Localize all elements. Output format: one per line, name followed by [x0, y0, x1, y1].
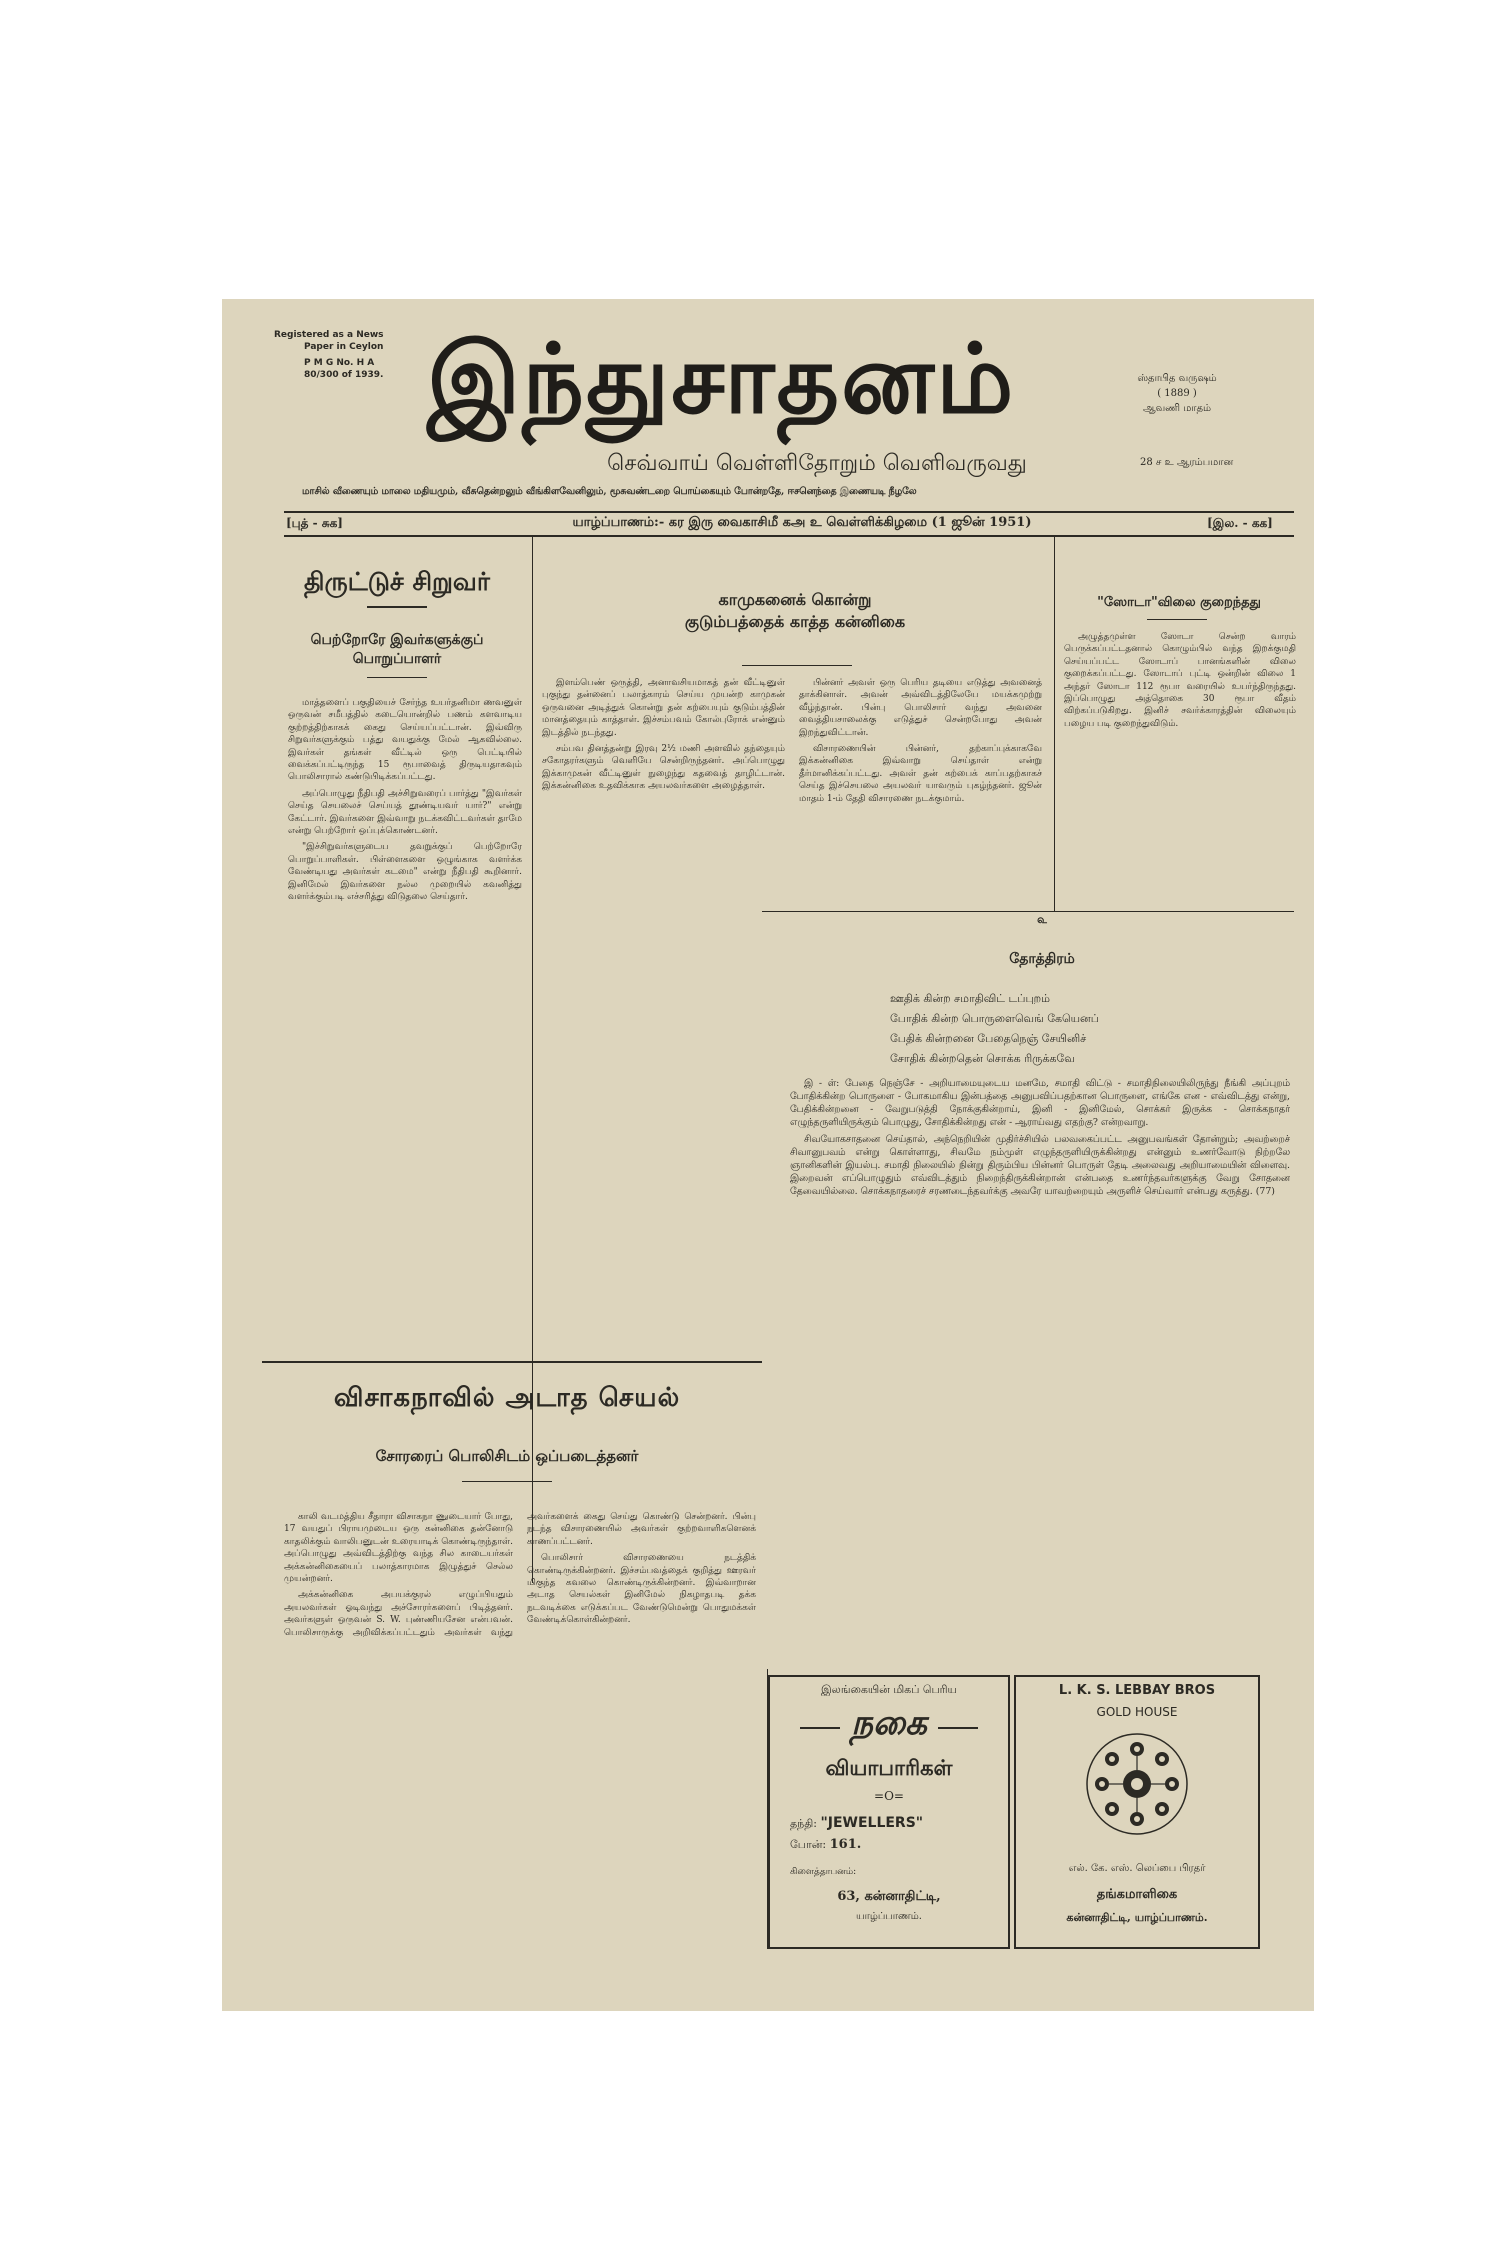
column-rule [1054, 537, 1055, 911]
article-body [288, 697, 522, 1359]
issue-number: [இல. - கக] [1207, 516, 1273, 530]
hymn-verse [890, 989, 1270, 1069]
ad-line: இலங்கையின் மிகப் பெரிய [820, 1683, 957, 1696]
hymn-title: தோத்திரம் [1009, 951, 1075, 967]
title-separator [1147, 619, 1207, 620]
article-subtitle: சோரரைப் பொலிசிடம் ஒப்படைத்தனர் [375, 1447, 639, 1465]
telegram-label: தந்தி: [790, 1817, 817, 1830]
article-title-line: காமுகனைக் கொன்று [718, 590, 872, 609]
column-rule [532, 537, 533, 1583]
registration-block [274, 329, 409, 381]
commentary-paragraph: இ - ள்: பேதை நெஞ்சே - அறியாமையுடைய மனமே, சமாதி விட்டு - சமாதிநிலையிலிருந்து நீங்கி அப்புறம் போதிக்கின்ற பொருளை - போகமாகிய இன்பத்தை அனுபவிப்பதற்கான பொருளை, எங்கே என - எவ்விடத்து என்று, பேதிக்கின்றனை - வேறுபடுத்தி நோக்குகின்றாய், இனி - இனிமேல், சொக்கர் இருக்க - சொக்கநாதர் எழுந்தருளியிருக்கும் பொழுது, சோதிக்கின்றது என் - ஆராய்வது எதற்கு? என்றவாறு. [790, 1078, 1290, 1128]
established-block [1122, 371, 1232, 416]
newspaper-page [222, 299, 1314, 2011]
ad-line: எல். கே. எஸ். லெப்பை பிரதர் [1068, 1863, 1206, 1874]
ad-dash [938, 1727, 978, 1729]
ad-address: யாழ்ப்பாணம். [856, 1911, 922, 1922]
established-line: ( 1889 ) [1157, 388, 1197, 399]
title-separator [742, 665, 852, 666]
hymn-line: ஊதிக் கின்ற சமாதிவிட் டப்புறம் [890, 992, 1050, 1005]
section-rule [262, 1361, 762, 1363]
phone-label: போன்: [790, 1838, 827, 1851]
newspaper-title: இந்துசாதனம் [427, 323, 1016, 435]
title-separator [367, 677, 427, 678]
hymn-commentary [790, 1077, 1290, 1667]
issue-date-line: யாழ்ப்பாணம்:- கர இரு வைகாசிமீ கஅ உ வெள்ளிக்கிழமை (1 ஜூன் 1951) [572, 515, 1032, 530]
commentary-paragraph: சிவயோகசாதனை செய்தால், அந்நெறியின் முதிர்ச்சியில் பலவகைப்பட்ட அனுபவங்கள் தோன்றும்; அவற்றைச் சிவானுபவம் என்று கொள்ளாது, சிவமே நம்முள் எழுந்தருளியிருக்கின்றது என்னும் உணர்வோடு நிற்றலே ஞானிகளின் இயல்பு. சமாதி நிலையில் நின்று திரும்பிய பின்னர் பொருள் தேடி அலைவது அறியாமையின் விளைவு. இறைவன் எப்பொழுதும் எவ்விடத்தும் நிறைந்திருக்கின்றான் என்பதை உணர்ந்தவர்களுக்கு வேறு சோதனை தேவையில்லை. சொக்கநாதரைச் சரணடைந்தவர்க்கு அவரே யாவற்றையும் அருளிச் செய்வார் என்பது கருத்து. (77) [790, 1134, 1290, 1197]
ad-headline: நகை [851, 1703, 927, 1743]
article-title [540, 589, 1050, 633]
telegram-value: "JEWELLERS" [820, 1815, 924, 1831]
ad-line: L. K. S. LEBBAY BROS [1058, 1683, 1216, 1698]
ad-address: 63, கன்னாதிட்டி, [837, 1889, 941, 1904]
phone-value: 161. [829, 1837, 862, 1852]
issue-bar-bottom-rule [284, 535, 1294, 537]
article-paragraph: இளம்பெண் ஒருத்தி, அனாவசியமாகத் தன் வீட்டினுள் புகுந்து தன்னைப் பலாத்காரம் செய்ய முயன்ற காமுகன் ஒருவனை அடித்துக் கொன்று தன் கற்பையும் குடும்பத்தின் மானத்தையும் காத்தாள். இச்சம்பவம் கோல்புரோக் என்னும் இடத்தில் நடந்தது. [542, 678, 785, 738]
ad-telegram [790, 1815, 923, 1832]
registration-line: 80/300 of 1939. [304, 370, 384, 380]
issue-volume: [புத் - சுக] [286, 516, 343, 530]
article-paragraph: பின்னர் அவள் ஒரு பெரிய தடியை எடுத்து அவனைத் தாக்கினாள். அவன் அவ்விடத்திலேயே மயக்கமுற்று வீழ்ந்தான். பின்பு பொலிசார் வந்து அவனை வைத்தியசாலைக்கு எடுத்துச் சென்றபோது அவன் இறந்துவிட்டான். [799, 678, 1042, 738]
hymn-line: போதிக் கின்ற பொருளைவெங் கேயெனப் [890, 1012, 1099, 1025]
established-line: ஆவணி மாதம் [1142, 403, 1212, 414]
article-paragraph: விசாரணையின் பின்னர், தற்காப்புக்காகவே இக்கன்னிகை இவ்வாறு செய்தாள் என்று தீர்மானிக்கப்பட்டது. அவள் தன் கற்பைக் காப்பதற்காகச் செய்த இச்செயலை அயலவர் யாவரும் புகழ்ந்தனர். ஜூன் மாதம் 1-ம் தேதி விசாரணை நடக்குமாம். [799, 744, 1042, 804]
article-paragraph: அப்பொழுது நீதிபதி அச்சிறுவரைப் பார்த்து "இவர்கள் செய்த செயலைச் செய்யத் தூண்டியவர் யார்?" என்று கேட்டார். இவர்களை இவ்வாறு நடக்கவிட்டவர்கள் தாமே என்று பெற்றோர் ஒப்புக்கொண்டனர். [288, 788, 522, 837]
issue-bar-top-rule [284, 511, 1294, 513]
article-title: திருட்டுச் சிறுவர் [304, 567, 490, 596]
publication-note: செவ்வாய் வெள்ளிதோறும் வெளிவருவது [607, 451, 1027, 476]
gold-house-advertisement [1014, 1675, 1260, 1949]
masthead-verse: மாசில் வீணையும் மாலை மதியமும், வீசுதென்றலும் வீங்கிளவேனிலும், மூசுவண்டறை பொய்கையும் போன்றதே, ஈசனெந்தை இணையடி நீழலே [302, 486, 917, 497]
ad-address: கன்னாதிட்டி, யாழ்ப்பாணம். [1066, 1911, 1208, 1924]
established-line: ஸ்தாபித வருஷம் [1137, 373, 1217, 384]
article-paragraph: "இச்சிறுவர்களுடைய தவறுக்குப் பெற்றோரே பொறுப்பாளிகள். பிள்ளைகளை ஒழுங்காக வளர்க்க வேண்டியது அவர்கள் கடமை" என்று நீதிபதி கூறினார். இனிமேல் இவர்களை நல்ல முறையில் கவனித்து வளர்க்கும்படி எச்சரித்து விடுதலை செய்தார். [288, 842, 522, 903]
registration-line: P M G No. H A [304, 358, 375, 368]
title-separator [462, 1481, 552, 1482]
hymn-line: பேதிக் கின்றனை பேதைநெஞ் சேயினிச் [890, 1032, 1087, 1045]
article-paragraph: அழுத்தமுள்ள ஸோடா சென்ற வாரம் பெருக்கப்பட்டதனால் கொழும்பில் வந்த இறக்குமதி செய்யப்பட்ட ஸோடாப் பானங்களின் விலை குறைக்கப்பட்டது. ஸோடாப் புட்டி ஒன்றின் விலை 1 அந்தர் ஸோடா 112 ரூபா வரையில் உயர்ந்திருந்தது. இப்பொழுது அத்தொகை 30 ரூபா வீதம் விற்கப்படுகிறது. இனிச் சவர்க்காரத்தின் விலையும் பழைய படி குறைந்துவிடும். [1064, 632, 1296, 729]
article-paragraph: காலி வடமத்திய சீதாரா விசாகநா ணுடையார் போது, 17 வயதுப் பிராயமுடைய ஒரு கன்னிகை தன்னோடு காதலிக்கும் வாலிபனுடன் உரையாடிக் கொண்டிருந்தாள். அப்பொழுது அவ்விடத்திற்கு வந்த சில காடையர்கள் அக்கன்னிகையைப் பலாத்காரமாக இழுத்துச் செல்ல முயன்றனர். [284, 1512, 513, 1585]
registration-line: Paper in Ceylon [304, 342, 384, 352]
article-subtitle: பெற்றோரே இவர்களுக்குப் பொறுப்பாளர் [310, 632, 484, 667]
article-paragraph: பொலிசார் விசாரணையை நடத்திக் கொண்டிருக்கின்றனர். இச்சம்பவத்தைக் குறித்து ஊரவர் மிகுந்த கவலை கொண்டிருக்கின்றனர். இவ்வாறான அடாத செயல்கள் இனிமேல் நிகழாதபடி தக்க நடவடிக்கை எடுக்கப்பட வேண்டுமென்று பொதுமக்கள் வேண்டிக்கொள்கின்றனர். [527, 1553, 756, 1626]
title-separator [367, 606, 427, 608]
established-line: 28 ச உ ஆரம்பமான [1140, 457, 1234, 468]
ad-line: GOLD HOUSE [1096, 1705, 1178, 1719]
hymn-line: சோதிக் கின்றதென் சொக்க ரிருக்கவே [890, 1052, 1075, 1065]
article-body [284, 1511, 756, 1931]
article-paragraph: சம்பவ தினத்தன்று இரவு 2½ மணி அளவில் தந்தையும் சகோதரர்களும் வெளியே சென்றிருந்தனர். அப்பொழுது இக்காமுகன் வீட்டினுள் நுழைந்து கதவைத் தாழிட்டான். இக்கன்னிகை உதவிக்காக அயலவர்களை அழைத்தாள். [542, 744, 785, 792]
article-title-line: குடும்பத்தைக் காத்த கன்னிகை [684, 612, 906, 631]
article-paragraph: மாத்தளைப் பகுதியைச் சேர்ந்த உயர்தனிமா ணவனுள் ஒருவன் சமீபத்தில் கடையொன்றில் பணம் களவாடிய குற்றத்திற்காகக் கைது செய்யப்பட்டான். இவ்விரு சிறுவர்களுக்கும் பத்து வயதுக்கு மேல் ஆகவில்லை. இவர்கள் தங்கள் வீட்டில் ஒரு பெட்டியில் வைக்கப்பட்டிருந்த 15 ரூபாவைத் திருடியதாகவும் பொலிசாரால் கண்டுபிடிக்கப்பட்டது. [288, 698, 522, 783]
jewellers-advertisement [768, 1675, 1010, 1949]
article-paragraph: அக்கன்னிகை அபயக்குரல் எழுப்பியதும் அயலவர்கள் ஓடிவந்து அச்சோரர்களைப் பிடித்தனர். அவர்களுள் ஒருவன் S. W. புண்ணியசேன என்பவன். பொலிசாருக்கு அறிவிக்கப்பட்டதும் அவர்கள் வந்து அவர்களைக் கைது செய்து கொண்டு சென்றனர். பின்பு நடந்த விசாரணையில் அவர்கள் குற்றவாளிகளெனக் காணப்பட்டனர். [284, 1512, 756, 1638]
ad-phone [790, 1837, 861, 1853]
article-body [1064, 631, 1296, 811]
ornament: ௳ [1037, 913, 1047, 926]
ad-divider: =O= [874, 1789, 904, 1803]
ad-address-label: கிளைத்தாபனம்: [790, 1867, 857, 1877]
article-title: விசாகநாவில் அடாத செயல் [333, 1383, 681, 1413]
ad-dash [800, 1727, 840, 1729]
ad-line: தங்கமாளிகை [1096, 1887, 1178, 1902]
registration-line: Registered as a News [274, 330, 384, 340]
jewellery-emblem-icon [1082, 1729, 1192, 1839]
article-title: "ஸோடா"விலை குறைந்தது [1097, 595, 1261, 610]
ad-line: வியாபாரிகள் [825, 1755, 953, 1780]
